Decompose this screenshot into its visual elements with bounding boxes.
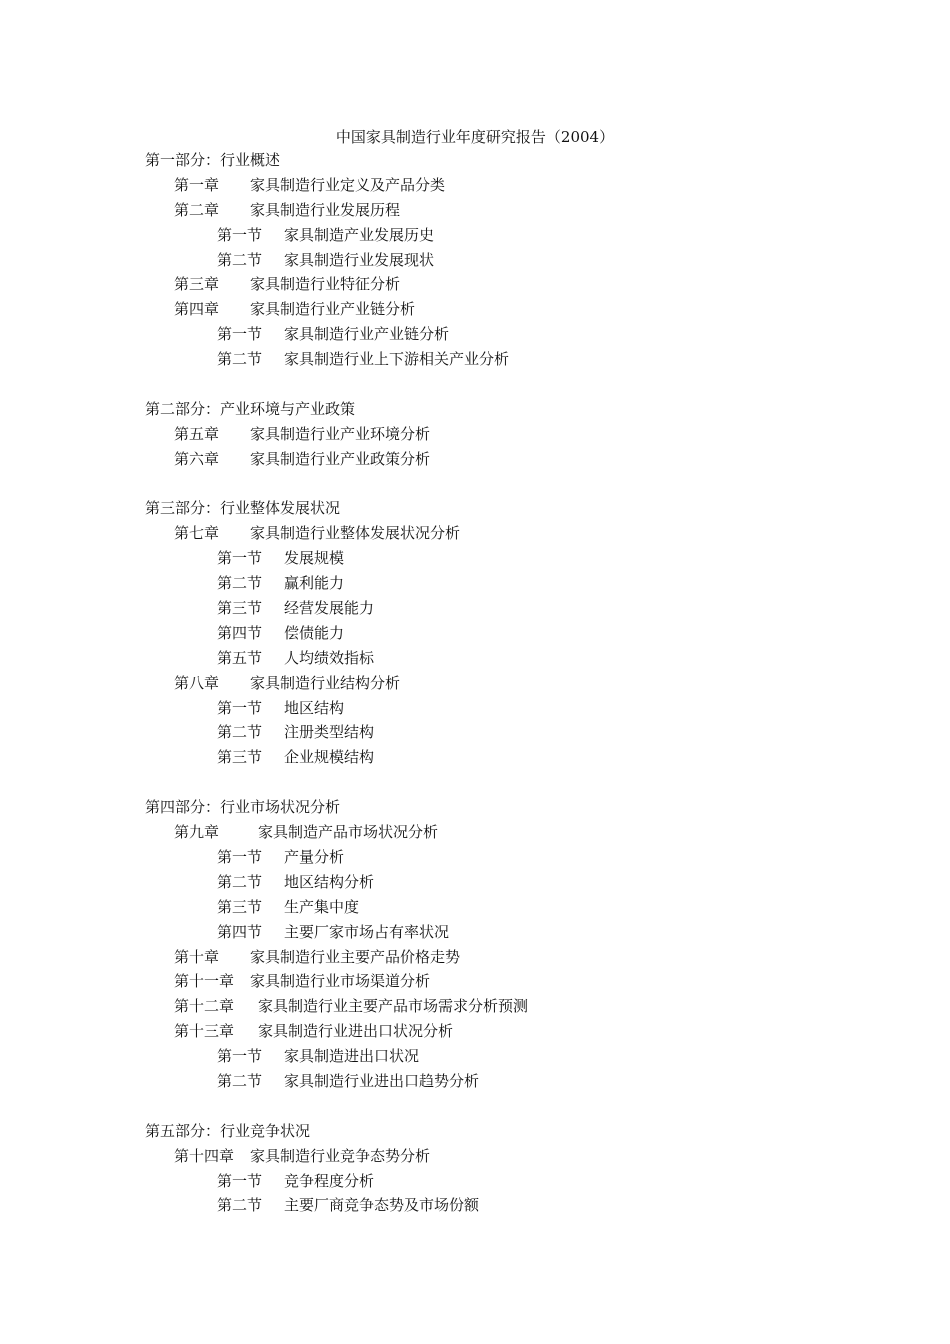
chapter-entry [0,272,950,297]
chapter-entry [0,173,950,198]
section-title: 产量分析 [284,847,345,866]
chapter-title: 家具制造行业特征分析 [250,275,401,294]
section-number: 第三节 [217,599,263,618]
chapter-entry [0,1144,950,1169]
part-heading: 第五部分：行业竞争状况 [145,1121,311,1140]
chapter-title: 家具制造行业竞争态势分析 [250,1146,431,1165]
section-title: 地区结构分析 [284,872,375,891]
chapter-title: 家具制造行业主要产品市场需求分析预测 [258,997,529,1016]
chapter-title: 家具制造行业进出口状况分析 [258,1022,454,1041]
part-heading: 第一部分：行业概述 [145,151,281,169]
chapter-number: 第七章 [174,524,220,543]
section-title: 生产集中度 [284,897,360,916]
document-title: 中国家具制造行业年度研究报告（2004） [335,128,615,146]
chapter-title: 家具制造行业产业链分析 [250,300,416,319]
chapter-title: 家具制造行业产业环境分析 [250,424,431,443]
section-title: 人均绩效指标 [284,648,375,667]
section-number: 第二节 [217,1196,263,1215]
section-number: 第四节 [217,922,263,941]
section-title: 赢利能力 [284,574,345,593]
chapter-number: 第三章 [174,275,220,294]
section-entry [0,621,950,646]
section-number: 第一节 [217,698,263,717]
section-entry [0,248,950,273]
section-number: 第一节 [217,847,263,866]
part-spacer [0,770,950,795]
part-heading: 第四部分：行业市场状况分析 [145,798,341,817]
chapter-title: 家具制造行业产业政策分析 [250,449,431,468]
section-title: 家具制造行业进出口趋势分析 [284,1071,480,1090]
section-entry [0,596,950,621]
part-heading: 第三部分：行业整体发展状况 [145,499,341,518]
section-entry [0,347,950,372]
section-entry [0,223,950,248]
section-title: 地区结构 [284,698,345,717]
section-title: 家具制造行业产业链分析 [284,325,450,344]
section-number: 第二节 [217,250,263,269]
section-entry [0,322,950,347]
section-entry [0,895,950,920]
chapter-entry [0,820,950,845]
section-number: 第二节 [217,574,263,593]
section-entry [0,696,950,721]
section-number: 第一节 [217,1171,263,1190]
chapter-entry [0,297,950,322]
section-number: 第一节 [217,1047,263,1066]
section-entry [0,571,950,596]
section-entry [0,646,950,671]
table-of-contents [0,148,950,1218]
part-spacer [0,1094,950,1119]
part-heading: 第二部分：产业环境与产业政策 [145,399,356,418]
chapter-title: 家具制造行业发展历程 [250,200,401,219]
section-title: 家具制造产业发展历史 [284,225,435,244]
chapter-entry [0,969,950,994]
section-title: 经营发展能力 [284,599,375,618]
section-title: 企业规模结构 [284,748,375,767]
chapter-number: 第八章 [174,673,220,692]
chapter-number: 第十一章 [174,972,235,991]
section-number: 第二节 [217,1071,263,1090]
chapter-title: 家具制造行业结构分析 [250,673,401,692]
chapter-number: 第四章 [174,300,220,319]
section-entry [0,1044,950,1069]
section-number: 第一节 [217,325,263,344]
chapter-number: 第十二章 [174,997,235,1016]
section-number: 第一节 [217,225,263,244]
chapter-entry [0,1019,950,1044]
section-title: 偿债能力 [284,623,345,642]
chapter-title: 家具制造行业整体发展状况分析 [250,524,461,543]
section-entry [0,1069,950,1094]
section-entry [0,546,950,571]
section-number: 第五节 [217,648,263,667]
section-title: 家具制造行业发展现状 [284,250,435,269]
part-spacer [0,472,950,497]
section-number: 第一节 [217,549,263,568]
section-entry [0,1169,950,1194]
section-title: 竞争程度分析 [284,1171,375,1190]
chapter-entry [0,447,950,472]
section-number: 第三节 [217,748,263,767]
section-title: 注册类型结构 [284,723,375,742]
section-number: 第二节 [217,350,263,369]
section-title: 家具制造行业上下游相关产业分析 [284,350,510,369]
chapter-title: 家具制造产品市场状况分析 [258,823,439,842]
section-entry [0,845,950,870]
chapter-number: 第十章 [174,947,220,966]
chapter-number: 第九章 [174,823,220,842]
chapter-number: 第六章 [174,449,220,468]
chapter-number: 第十三章 [174,1022,235,1041]
chapter-entry [0,521,950,546]
section-entry [0,745,950,770]
section-number: 第二节 [217,723,263,742]
chapter-title: 家具制造行业定义及产品分类 [250,175,446,194]
section-number: 第三节 [217,897,263,916]
section-number: 第二节 [217,872,263,891]
section-entry [0,720,950,745]
section-entry [0,920,950,945]
chapter-entry [0,422,950,447]
section-entry [0,1193,950,1218]
section-title: 家具制造进出口状况 [284,1047,420,1066]
chapter-entry [0,671,950,696]
chapter-entry [0,198,950,223]
part-spacer [0,372,950,397]
chapter-title: 家具制造行业市场渠道分析 [250,972,431,991]
chapter-entry [0,945,950,970]
chapter-title: 家具制造行业主要产品价格走势 [250,947,461,966]
chapter-number: 第一章 [174,175,220,194]
chapter-number: 第十四章 [174,1146,235,1165]
section-title: 主要厂商竞争态势及市场份额 [284,1196,480,1215]
section-number: 第四节 [217,623,263,642]
section-entry [0,870,950,895]
chapter-number: 第五章 [174,424,220,443]
section-title: 发展规模 [284,549,345,568]
chapter-entry [0,994,950,1019]
section-title: 主要厂家市场占有率状况 [284,922,450,941]
chapter-number: 第二章 [174,200,220,219]
